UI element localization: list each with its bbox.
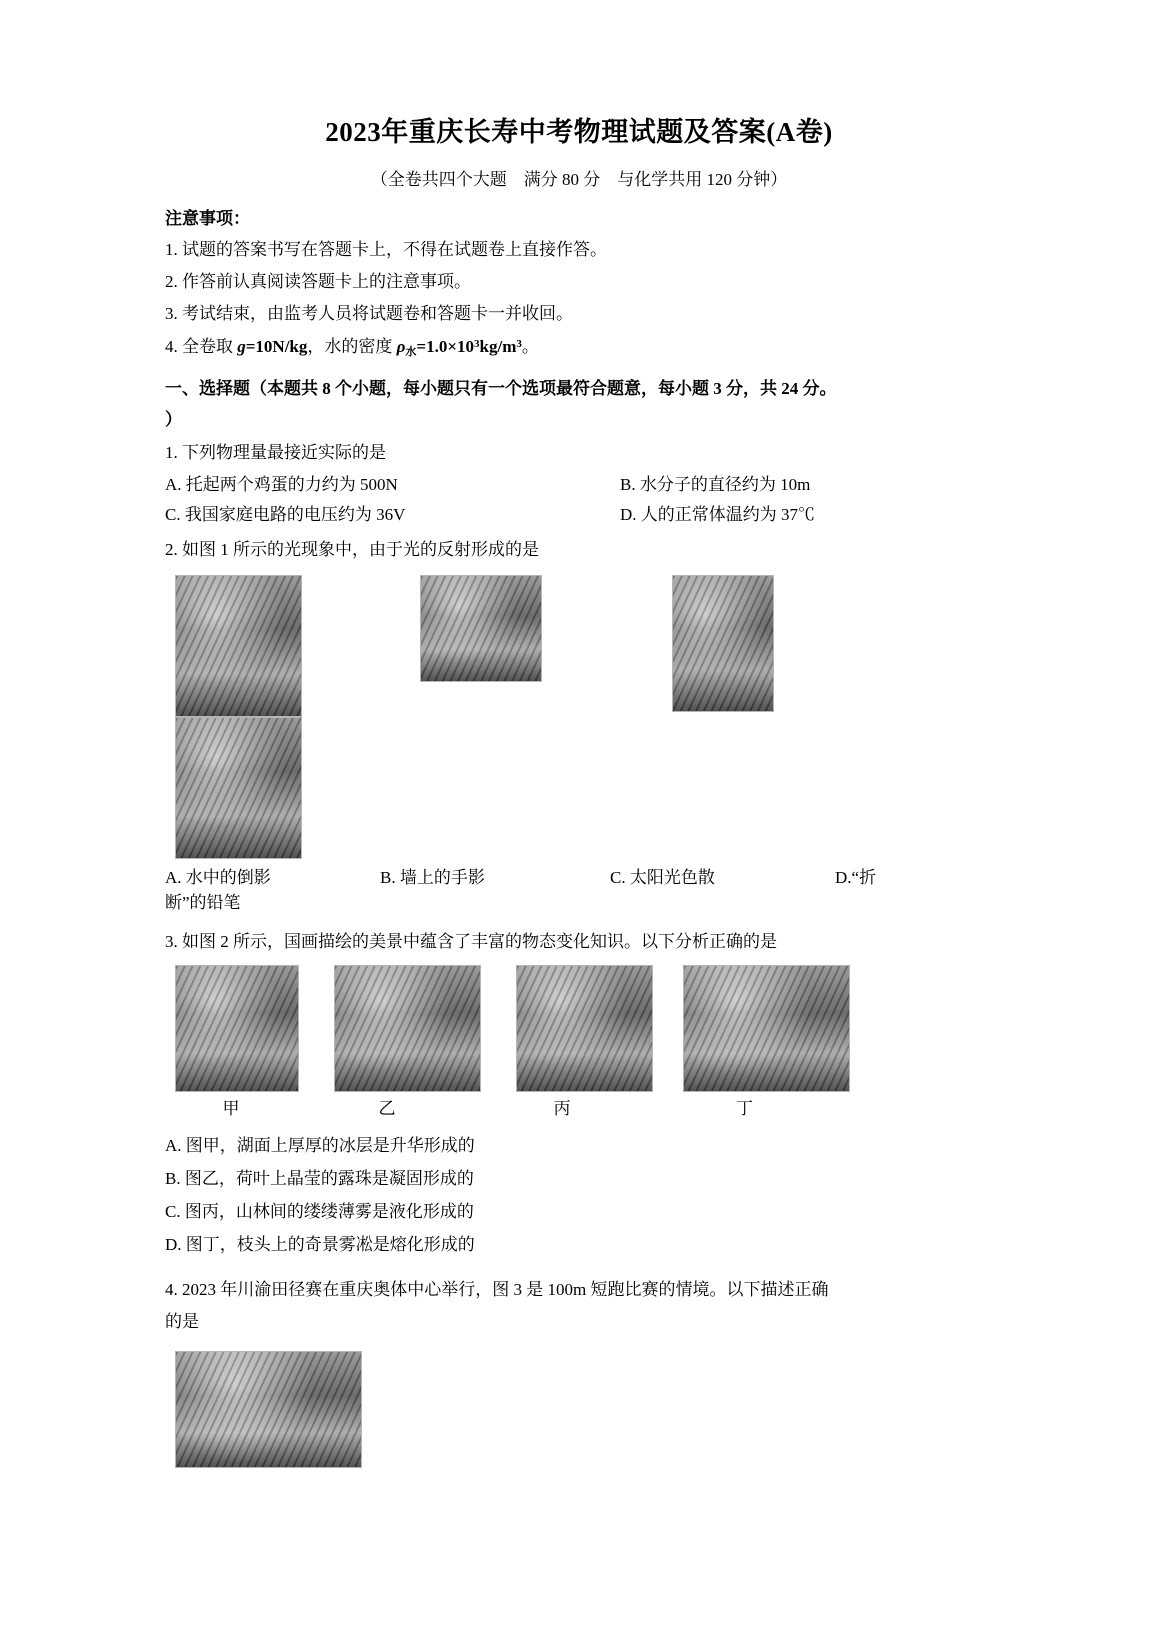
figure-yi-image	[334, 965, 481, 1092]
figure-label-bing: 丙	[553, 1098, 571, 1118]
notice4-prefix: 4. 全卷取	[165, 336, 233, 356]
notice-item-2: 2. 作答前认真阅读答题卡上的注意事项。	[165, 272, 471, 292]
question-3-options	[165, 1129, 993, 1262]
question-1-options-row-1	[165, 470, 993, 501]
figure-bridge-reflection-image	[175, 575, 302, 717]
question-3-option-b: B. 图乙，荷叶上晶莹的露珠是凝固形成的	[165, 1168, 474, 1188]
density-exponent: 3	[474, 337, 480, 350]
question-1-option-d: D. 人的正常体温约为 37℃	[620, 505, 816, 525]
question-1-option-b: B. 水分子的直径约为 10m	[620, 474, 811, 494]
question-2-figure-row-2	[165, 717, 993, 859]
gravity-value: =10N/kg	[245, 336, 308, 356]
page-title: 2023年重庆长寿中考物理试题及答案(A卷)	[325, 117, 833, 147]
figure-bing-image	[516, 965, 653, 1092]
question-2-option-b: B. 墙上的手影	[380, 867, 485, 887]
question-2-option-d-wrap: 断”的铅笔	[165, 892, 241, 912]
question-3-option-d: D. 图丁，枝头上的奇景雾凇是熔化形成的	[165, 1235, 475, 1255]
question-2-stem: 2. 如图 1 所示的光现象中，由于光的反射形成的是	[165, 540, 539, 560]
notice-item-3: 3. 考试结束，由监考人员将试题卷和答题卡一并收回。	[165, 304, 573, 324]
question-3-figures	[165, 965, 993, 1092]
density-unit: kg/m	[479, 336, 517, 356]
question-1-option-c: C. 我国家庭电路的电压约为 36V	[165, 505, 406, 525]
question-2-figures	[165, 575, 993, 917]
figure-ding-image	[683, 965, 850, 1092]
question-2-option-d: D.“折	[835, 867, 877, 887]
question-1-stem: 1. 下列物理量最接近实际的是	[165, 443, 386, 463]
question-1-option-a: A. 托起两个鸡蛋的力约为 500N	[165, 474, 398, 494]
density-unit-exponent: 3	[516, 337, 522, 350]
notice-item-1: 1. 试题的答案书写在答题卡上，不得在试题卷上直接作答。	[165, 240, 607, 259]
gravity-symbol: g	[237, 336, 246, 356]
question-3-option-a: A. 图甲，湖面上厚厚的冰层是升华形成的	[165, 1135, 475, 1155]
question-3-stem: 3. 如图 2 所示，国画描绘的美景中蕴含了丰富的物态变化知识。以下分析正确的是	[165, 932, 777, 951]
figure-sprint-race-image	[175, 1351, 362, 1468]
notice-heading: 注意事项：	[165, 209, 250, 228]
question-1-options-row-2	[165, 500, 993, 531]
question-4-stem: 4. 2023 年川渝田径赛在重庆奥体中心举行，图 3 是 100m 短跑比赛的情境。以下描述正确	[165, 1280, 829, 1300]
figure-label-ding: 丁	[736, 1098, 753, 1118]
question-2-captions	[165, 863, 993, 888]
figure-broken-pencil-image	[175, 717, 302, 859]
notice-item-4	[165, 332, 993, 362]
figure-label-jia: 甲	[222, 1098, 240, 1118]
section-1-label: 一、选择题	[165, 378, 250, 398]
question-2-option-a: A. 水中的倒影	[165, 867, 271, 887]
question-2-figure-row-1	[165, 575, 993, 717]
question-4-stem-wrap: 的是	[165, 1312, 199, 1332]
figure-hand-shadow-image	[420, 575, 542, 682]
density-symbol: ρ	[396, 336, 406, 356]
section-1-detail2: ）	[165, 409, 182, 429]
density-value: =1.0×10	[416, 336, 475, 356]
figure-light-dispersion-image	[672, 575, 774, 712]
section-1-heading	[165, 374, 993, 403]
figure-label-yi: 乙	[378, 1098, 396, 1118]
question-3-option-c: C. 图丙，山林间的缕缕薄雾是液化形成的	[165, 1202, 474, 1222]
section-1-detail-wrap	[165, 405, 993, 434]
figure-jia-image	[175, 965, 299, 1092]
notice4-middle: ，水的密度	[307, 336, 393, 356]
question-3-figure-labels	[165, 1094, 993, 1119]
question-2-option-c: C. 太阳光色散	[610, 867, 715, 887]
exam-subtitle: （全卷共四个大题 满分 80 分 与化学共用 120 分钟）	[370, 170, 788, 189]
density-subscript: 水	[405, 345, 417, 358]
section-1-detail: （本题共 8 个小题，每小题只有一个选项最符合题意，每小题 3 分，共 24 分。	[250, 378, 837, 398]
notice4-suffix: 。	[521, 336, 539, 356]
